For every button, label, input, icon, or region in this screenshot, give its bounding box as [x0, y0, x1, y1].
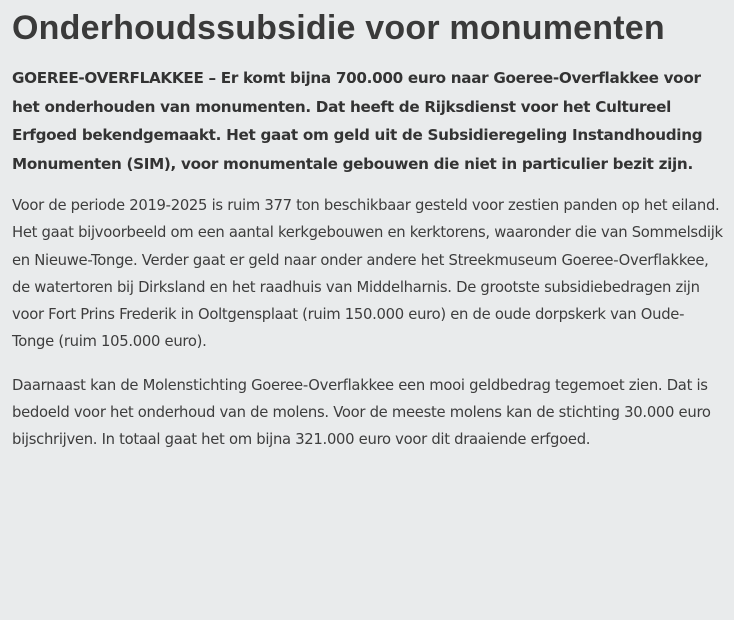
article-paragraph-1: Voor de periode 2019-2025 is ruim 377 ton beschikbaar gesteld voor zestien panden op het eiland. Het gaat bijvoorbeeld om een aantal kerkgebouwen en kerktorens, waaronder die van Sommelsdijk en Nieuwe-Tonge. Verder gaat er geld naar onder andere het Streekmuseum Goeree-Overflakkee, de watertoren bij Dirksland en het raadhuis van Middelharnis. De grootste subsidiebedragen zijn voor Fort Prins Frederik in Ooltgensplaat (ruim 150.000 euro) en de oude dorpskerk van Oude-Tonge (ruim 105.000 euro).: [12, 197, 723, 351]
article: [12, 6, 724, 470]
article-lead: GOEREE-OVERFLAKKEE – Er komt bijna 700.000 euro naar Goeree-Overflakkee voor het onderhouden van monumenten. Dat heeft de Rijksdienst voor het Cultureel Erfgoed bekendgemaakt. Het gaat om geld uit de Subsidieregeling Instandhouding Monumenten (SIM), voor monumentale gebouwen die niet in particulier bezit zijn.: [12, 69, 703, 173]
article-paragraph-2: Daarnaast kan de Molenstichting Goeree-Overflakkee een mooi geldbedrag tegemoet zien. Dat is bedoeld voor het onderhoud van de molens. Voor de meeste molens kan de stichting 30.000 euro bijschrijven. In totaal gaat het om bijna 321.000 euro voor dit draaiende erfgoed.: [12, 376, 711, 449]
article-title: Onderhoudssubsidie voor monumenten: [12, 9, 665, 47]
